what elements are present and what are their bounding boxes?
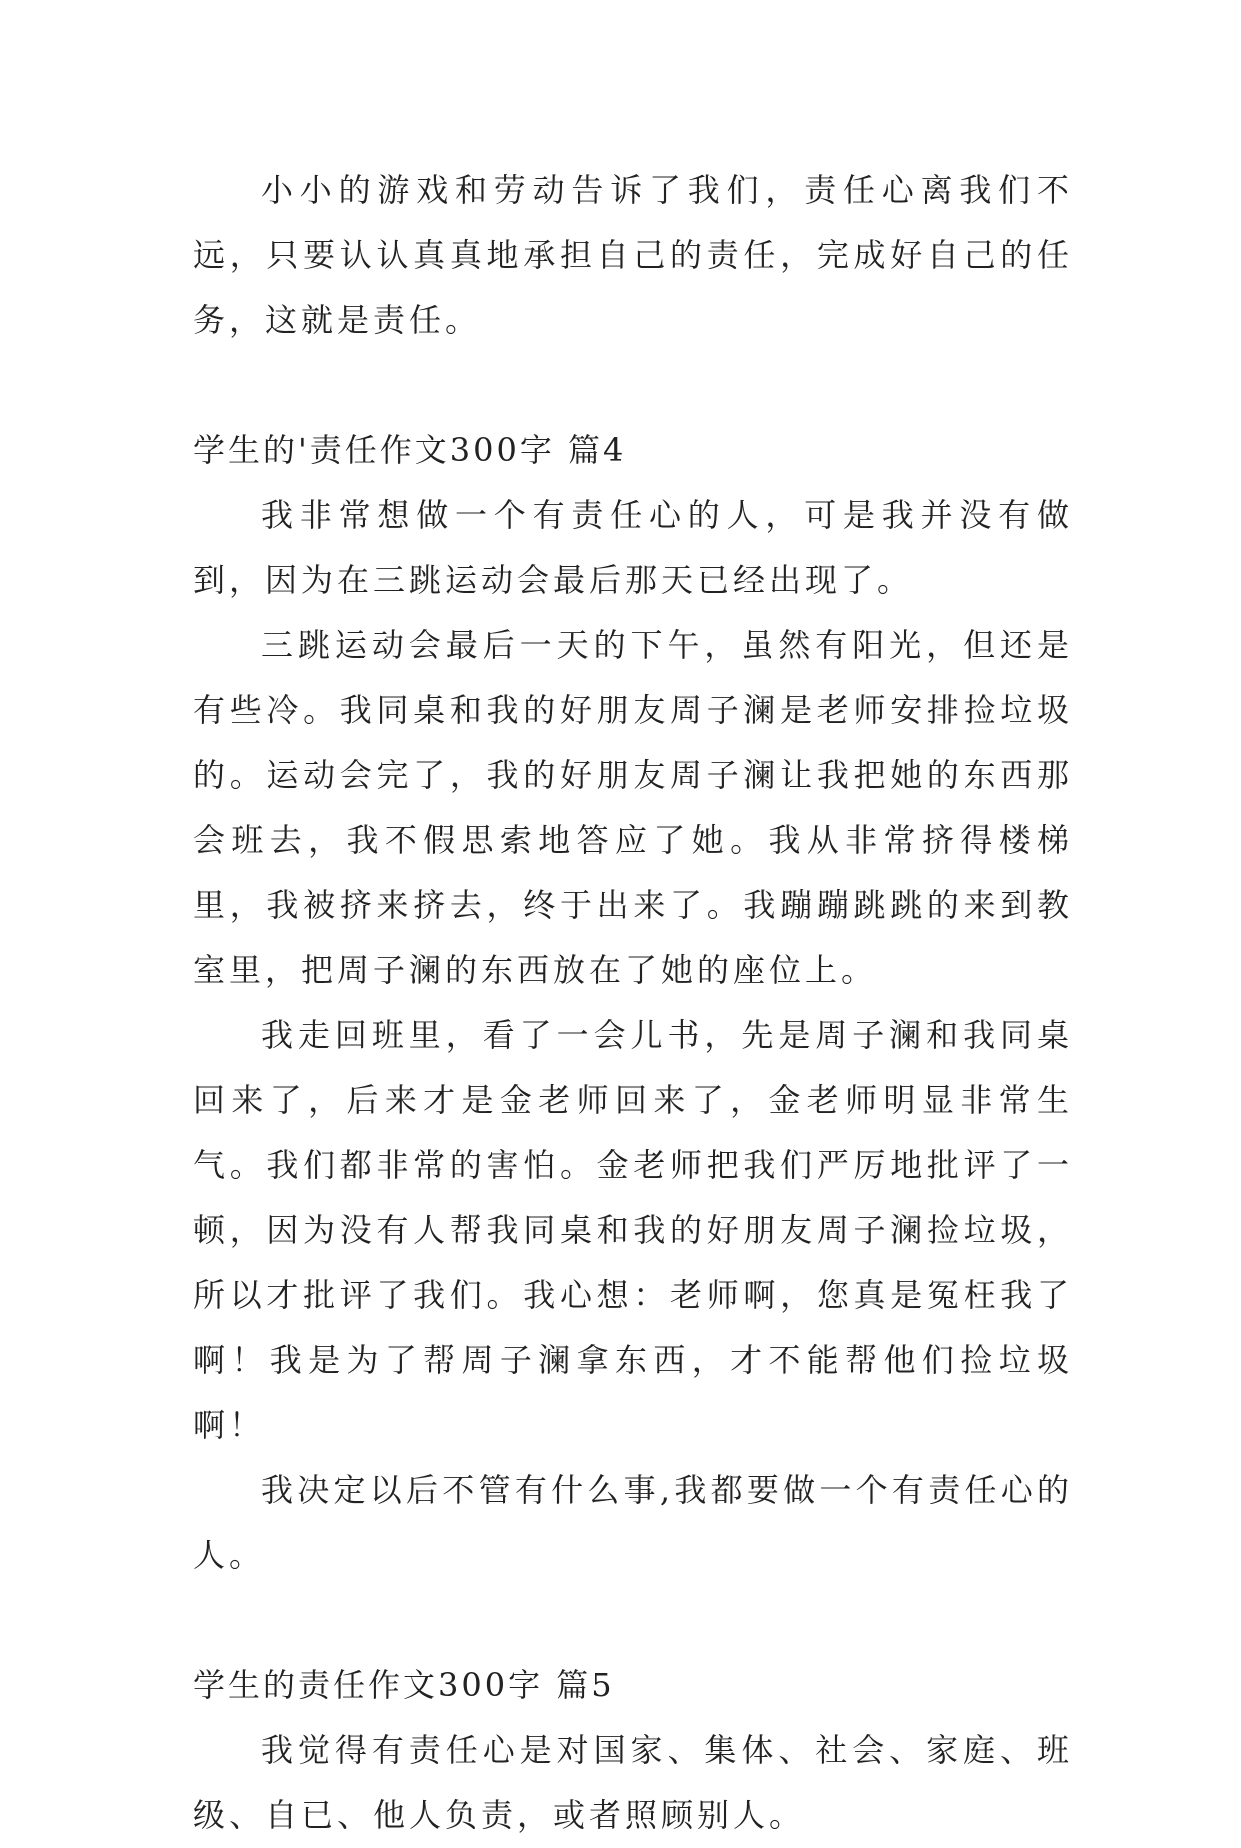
paragraph-conclusion: 小小的游戏和劳动告诉了我们，责任心离我们不远，只要认认真真地承担自己的责任，完成好自己的任务，这就是责任。 — [193, 171, 1073, 339]
paragraph-4-1: 我非常想做一个有责任心的人，可是我并没有做到，因为在三跳运动会最后那天已经出现了。 — [193, 496, 1073, 599]
section-gap — [193, 353, 1073, 418]
paragraph-4-4: 我决定以后不管有什么事,我都要做一个有责任心的人。 — [193, 1471, 1073, 1574]
section-heading-5: 学生的责任作文300字 篇5 — [193, 1666, 615, 1704]
section-heading-4: 学生的'责任作文300字 篇4 — [193, 431, 627, 469]
paragraph-4-3: 我走回班里，看了一会儿书，先是周子澜和我同桌回来了，后来才是金老师回来了，金老师明显非常生气。我们都非常的害怕。金老师把我们严厉地批评了一顿，因为没有人帮我同桌和我的好朋友周子澜捡垃圾，所以才批评了我们。我心想：老师啊，您真是冤枉我了啊！我是为了帮周子澜拿东西，才不能帮他们捡垃圾啊！ — [193, 1016, 1073, 1444]
paragraph-5-1: 我觉得有责任心是对国家、集体、社会、家庭、班级、自已、他人负责，或者照顾别人。 — [193, 1731, 1073, 1834]
section-gap — [193, 1588, 1073, 1653]
document-body — [193, 158, 1073, 1848]
paragraph-4-2: 三跳运动会最后一天的下午，虽然有阳光，但还是有些冷。我同桌和我的好朋友周子澜是老师安排捡垃圾的。运动会完了，我的好朋友周子澜让我把她的东西那会班去，我不假思索地答应了她。我从非常挤得楼梯里，我被挤来挤去，终于出来了。我蹦蹦跳跳的来到教室里，把周子澜的东西放在了她的座位上。 — [193, 626, 1073, 989]
